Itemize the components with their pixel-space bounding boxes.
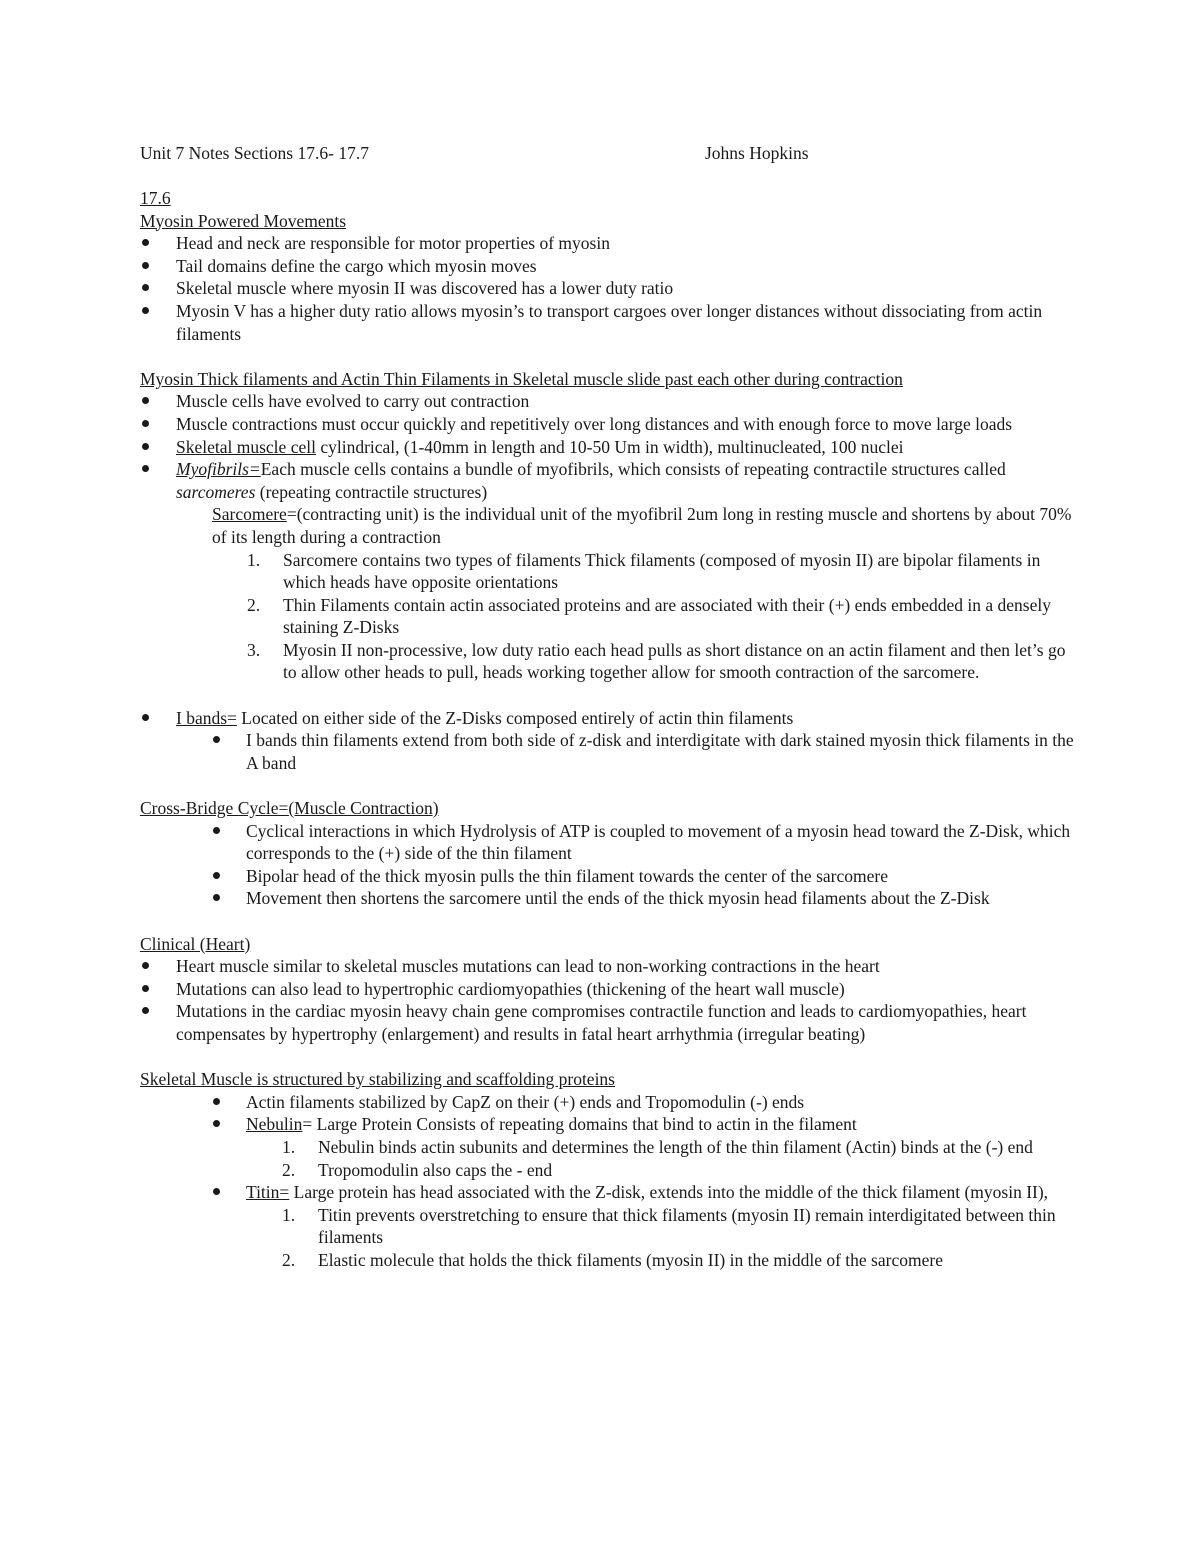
bullet-icon xyxy=(142,239,149,246)
list-item: Titin= Large protein has head associated with the Z-disk, extends into the middle of the thick filament (myosin II), xyxy=(140,1181,1080,1204)
list-item: 1. Titin prevents overstretching to ensure that thick filaments (myosin II) remain interdigitated between thin filaments xyxy=(282,1204,1056,1248)
bullet-icon xyxy=(142,420,149,427)
bullet-icon xyxy=(213,1120,220,1127)
list-titin xyxy=(140,1181,1080,1204)
list-item: Head and neck are responsible for motor properties of myosin xyxy=(140,232,1080,255)
list-item: 2. Tropomodulin also caps the - end xyxy=(282,1159,553,1180)
list-i-bands xyxy=(140,707,1080,775)
document-body xyxy=(140,187,1080,1272)
bullet-icon xyxy=(142,985,149,992)
term-sarcomere: Sarcomere xyxy=(212,504,287,525)
bullet-icon xyxy=(213,894,220,901)
heading-stabilizing-proteins: Skeletal Muscle is structured by stabilizing and scaffolding proteins xyxy=(140,1069,615,1090)
list-item: Actin filaments stabilized by CapZ on their (+) ends and Tropomodulin (-) ends xyxy=(140,1091,1080,1114)
list-item: Movement then shortens the sarcomere until the ends of the thick myosin head filaments about the Z-Disk xyxy=(140,887,1080,910)
term-titin: Titin= xyxy=(246,1182,290,1203)
term-sarcomeres: sarcomeres xyxy=(176,481,256,502)
list-item: 2. Thin Filaments contain actin associated proteins and are associated with their (+) ends embedded in a densely staining Z-Disks xyxy=(247,594,1051,638)
bullet-icon xyxy=(213,736,220,743)
list-item: Heart muscle similar to skeletal muscles mutations can lead to non-working contractions in the heart xyxy=(140,955,1080,978)
list-cross-bridge-cycle xyxy=(140,820,1080,910)
list-item: I bands thin filaments extend from both side of z-disk and interdigitate with dark stained myosin thick filaments in the A band xyxy=(140,729,1080,774)
term-skeletal-muscle-cell: Skeletal muscle cell xyxy=(176,436,316,457)
list-stabilizing-proteins xyxy=(140,1091,1080,1136)
heading-myosin-powered-movements: Myosin Powered Movements xyxy=(140,210,347,231)
list-clinical-heart xyxy=(140,955,1080,1045)
document-title: Unit 7 Notes Sections 17.6- 17.7 xyxy=(140,143,369,163)
section-number: 17.6 xyxy=(140,188,171,208)
list-myosin-powered-movements xyxy=(140,232,1080,345)
bullet-icon xyxy=(142,962,149,969)
document-header xyxy=(140,142,1080,165)
list-item: Mutations in the cardiac myosin heavy chain gene compromises contractile function and leads to cardiomyopathies, heart compensates by hypertrophy (enlargement) and results in fatal heart arrhythmia (irregular beating) xyxy=(140,1000,1080,1045)
list-item: Nebulin= Large Protein Consists of repeating domains that bind to actin in the filament xyxy=(140,1113,1080,1136)
list-item: 2. Elastic molecule that holds the thick filaments (myosin II) in the middle of the sarcomere xyxy=(282,1249,943,1270)
list-item: Skeletal muscle cell cylindrical, (1-40mm in length and 10-50 Um in width), multinucleated, 100 nuclei xyxy=(140,436,1080,459)
heading-clinical-heart: Clinical (Heart) xyxy=(140,933,251,954)
bullet-icon xyxy=(142,714,149,721)
term-nebulin: Nebulin xyxy=(246,1114,303,1135)
bullet-icon xyxy=(142,465,149,472)
list-item: 1. Nebulin binds actin subunits and determines the length of the thin filament (Actin) binds at the (-) end xyxy=(282,1136,1033,1157)
bullet-icon xyxy=(213,872,220,879)
bullet-icon xyxy=(142,284,149,291)
list-item: 3. Myosin II non-processive, low duty ratio each head pulls as short distance on an actin filament and then let’s go to allow other heads to pull, heads working together allow for smooth contraction of the sarcomere. xyxy=(247,639,1066,683)
bullet-icon xyxy=(142,1007,149,1014)
list-sarcomere-details xyxy=(140,549,1080,685)
bullet-icon xyxy=(213,827,220,834)
heading-thick-thin-filaments: Myosin Thick filaments and Actin Thin Filaments in Skeletal muscle slide past each other during contraction xyxy=(140,368,903,389)
list-item: Muscle cells have evolved to carry out contraction xyxy=(140,390,1080,413)
list-item: Mutations can also lead to hypertrophic cardiomyopathies (thickening of the heart wall muscle) xyxy=(140,978,1080,1001)
list-item: Myosin V has a higher duty ratio allows myosin’s to transport cargoes over longer distances without dissociating from actin filaments xyxy=(140,300,1080,345)
heading-cross-bridge-cycle: Cross-Bridge Cycle=(Muscle Contraction) xyxy=(140,798,439,819)
bullet-icon xyxy=(142,443,149,450)
list-item: Muscle contractions must occur quickly and repetitively over long distances and with enough force to move large loads xyxy=(140,413,1080,436)
list-item: Bipolar head of the thick myosin pulls the thin filament towards the center of the sarcomere xyxy=(140,865,1080,888)
bullet-icon xyxy=(213,1098,220,1105)
term-myofibrils: Myofibrils= xyxy=(176,459,261,480)
list-thick-thin-filaments xyxy=(140,390,1080,503)
bullet-icon xyxy=(142,262,149,269)
list-item: Cyclical interactions in which Hydrolysis of ATP is coupled to movement of a myosin head toward the Z-Disk, which corresponds to the (+) side of the thin filament xyxy=(140,820,1080,865)
list-item: I bands= Located on either side of the Z-Disks composed entirely of actin thin filaments xyxy=(140,707,1080,730)
list-item: Tail domains define the cargo which myosin moves xyxy=(140,255,1080,278)
bullet-icon xyxy=(142,397,149,404)
bullet-icon xyxy=(213,1188,220,1195)
term-i-bands: I bands= xyxy=(176,707,237,728)
bullet-icon xyxy=(142,307,149,314)
list-item: Skeletal muscle where myosin II was discovered has a lower duty ratio xyxy=(140,277,1080,300)
list-nebulin-details xyxy=(140,1136,1080,1181)
list-item: Myofibrils=Each muscle cells contains a bundle of myofibrils, which consists of repeating contractile structures called sarcomeres (repeating contractile structures) xyxy=(140,458,1080,503)
list-item: 1. Sarcomere contains two types of filaments Thick filaments (composed of myosin II) are bipolar filaments in which heads have opposite orientations xyxy=(247,549,1041,593)
sarcomere-definition: Sarcomere=(contracting unit) is the individual unit of the myofibril 2um long in resting muscle and shortens by about 70% of its length during a contraction xyxy=(212,504,1072,547)
list-titin-details xyxy=(140,1204,1080,1272)
school-name: Johns Hopkins xyxy=(705,143,809,163)
